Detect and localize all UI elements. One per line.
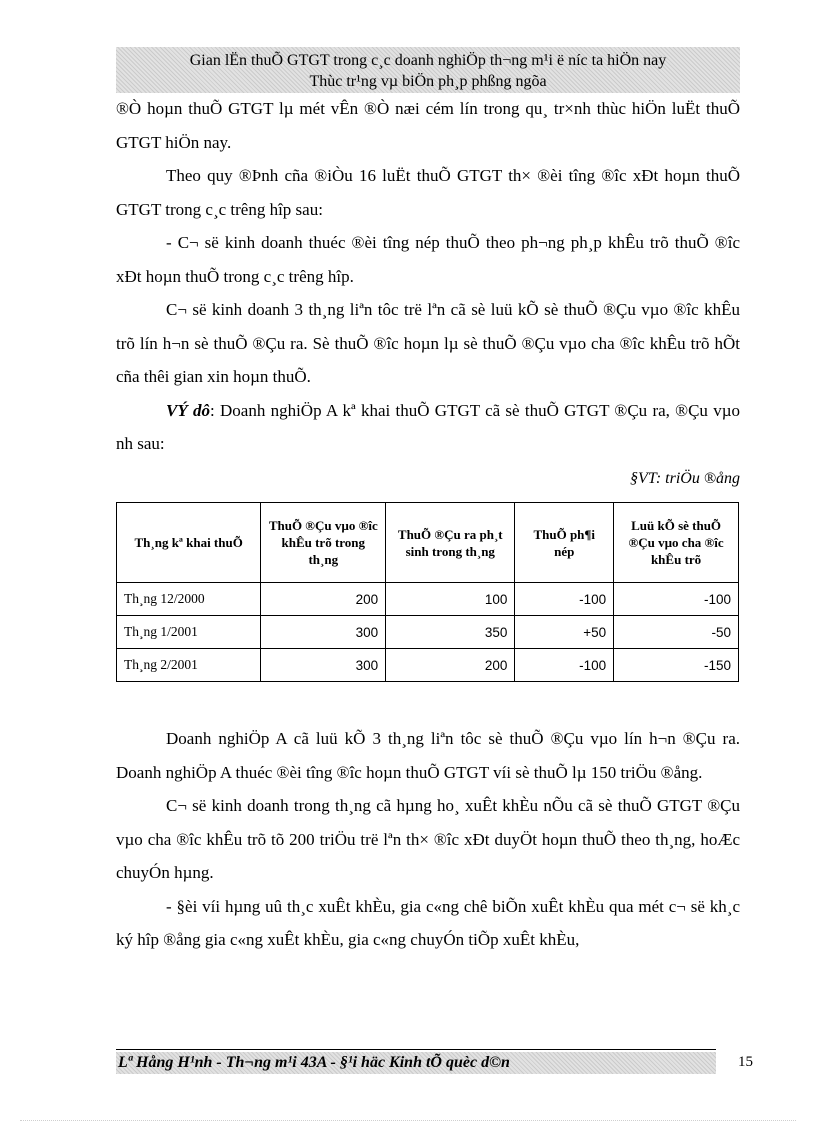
column-header: ThuÕ ph¶i nép — [515, 503, 614, 583]
body-section-bottom — [116, 722, 740, 957]
table-cell: 200 — [261, 583, 386, 616]
example-paragraph — [116, 394, 740, 461]
page-number: 15 — [738, 1054, 753, 1070]
table-cell: +50 — [515, 616, 614, 649]
running-header — [116, 47, 740, 93]
example-text: : Doanh nghiÖp A kª khai thuÕ GTGT cã sè thuÕ GTGT ®Çu ra, ®Çu vµo nh sau: — [116, 400, 740, 453]
column-header: ThuÕ ®Çu vµo ®îc khÊu trõ trong th¸ng — [261, 503, 386, 583]
table-cell: Th¸ng 12/2000 — [117, 583, 261, 616]
header-title-line1: Gian lËn thuÕ GTGT trong c¸c doanh nghiÖp th¬ng m¹i ë níc ta hiÖn nay — [189, 52, 667, 69]
table-row — [117, 616, 739, 649]
table-row — [117, 649, 739, 682]
page-bottom-divider — [20, 1120, 796, 1121]
body-section-top — [116, 92, 740, 461]
tax-table — [116, 502, 739, 682]
table-cell: 350 — [386, 616, 515, 649]
table-cell: -100 — [515, 649, 614, 682]
footer-divider — [116, 1049, 716, 1050]
paragraph: - C¬ së kinh doanh thuéc ®èi tîng nép thuÕ theo ph¬ng ph¸p khÊu trõ thuÕ ®îc xÐt hoµn thuÕ trong c¸c trêng hîp. — [116, 233, 740, 286]
column-header: Luü kÕ sè thuÕ ®Çu vµo cha ®îc khÊu trõ — [614, 503, 739, 583]
paragraph: Doanh nghiÖp A cã luü kÕ 3 th¸ng liªn tôc sè thuÕ ®Çu vµo lín h¬n ®Çu ra. Doanh nghiÖp A thuéc ®èi tîng ®îc hoµn thuÕ GTGT víi sè thuÕ lµ 150 triÖu ®ång. — [116, 729, 740, 782]
paragraph: C¬ së kinh doanh 3 th¸ng liªn tôc trë lªn cã sè luü kÕ sè thuÕ ®Çu vµo ®îc khÊu trõ lín h¬n sè thuÕ ®Çu ra. Sè thuÕ ®îc hoµn lµ sè thuÕ ®Çu vµo cha ®îc khÊu trõ hÕt cña thêi gian xin hoµn thuÕ. — [116, 300, 740, 386]
table-cell: 300 — [261, 616, 386, 649]
table-cell: -150 — [614, 649, 739, 682]
column-header: Th¸ng kª khai thuÕ — [117, 503, 261, 583]
column-header: ThuÕ ®Çu ra ph¸t sinh trong th¸ng — [386, 503, 515, 583]
paragraph: C¬ së kinh doanh trong th¸ng cã hµng ho¸ xuÊt khÈu nÕu cã sè thuÕ GTGT ®Çu vµo cha ®îc khÊu trõ tõ 200 triÖu trë lªn th× ®îc xÐt duyÖt hoµn thuÕ theo th¸ng, hoÆc chuyÓn hµng. — [116, 796, 740, 882]
table-cell: -50 — [614, 616, 739, 649]
table-cell: -100 — [614, 583, 739, 616]
table-cell: 100 — [386, 583, 515, 616]
table-cell: -100 — [515, 583, 614, 616]
paragraph: Theo quy ®Þnh cña ®iÒu 16 luËt thuÕ GTGT th× ®èi tîng ®îc xÐt hoµn thuÕ GTGT trong c¸c trêng hîp sau: — [116, 166, 740, 219]
paragraph: - §èi víi hµng uû th¸c xuÊt khÈu, gia c«ng chê biÕn xuÊt khÈu qua mét c¬ së kh¸c ký hîp ®ång gia c«ng xuÊt khÈu, gia c«ng chuyÓn tiÕp xuÊt khÈu, — [116, 896, 740, 949]
paragraph: ®Ò hoµn thuÕ GTGT lµ mét vÊn ®Ò næi cém lín trong qu¸ tr×nh thùc hiÖn luËt thuÕ GTGT hiÖn nay. — [116, 99, 740, 152]
table-cell: 300 — [261, 649, 386, 682]
footer-author: Lª Hång H¹nh - Th¬ng m¹i 43A - §¹i häc Kinh tÕ quèc d©n — [116, 1052, 716, 1074]
table-header-row — [117, 503, 739, 583]
unit-note: §VT: triÖu ®ång — [630, 470, 740, 487]
example-label: VÝ dô — [166, 400, 210, 420]
header-title-line2: Thùc tr¹ng vµ biÖn ph¸p phßng ngõa — [309, 73, 547, 90]
table-row — [117, 583, 739, 616]
table-cell: Th¸ng 2/2001 — [117, 649, 261, 682]
table-cell: 200 — [386, 649, 515, 682]
table-cell: Th¸ng 1/2001 — [117, 616, 261, 649]
